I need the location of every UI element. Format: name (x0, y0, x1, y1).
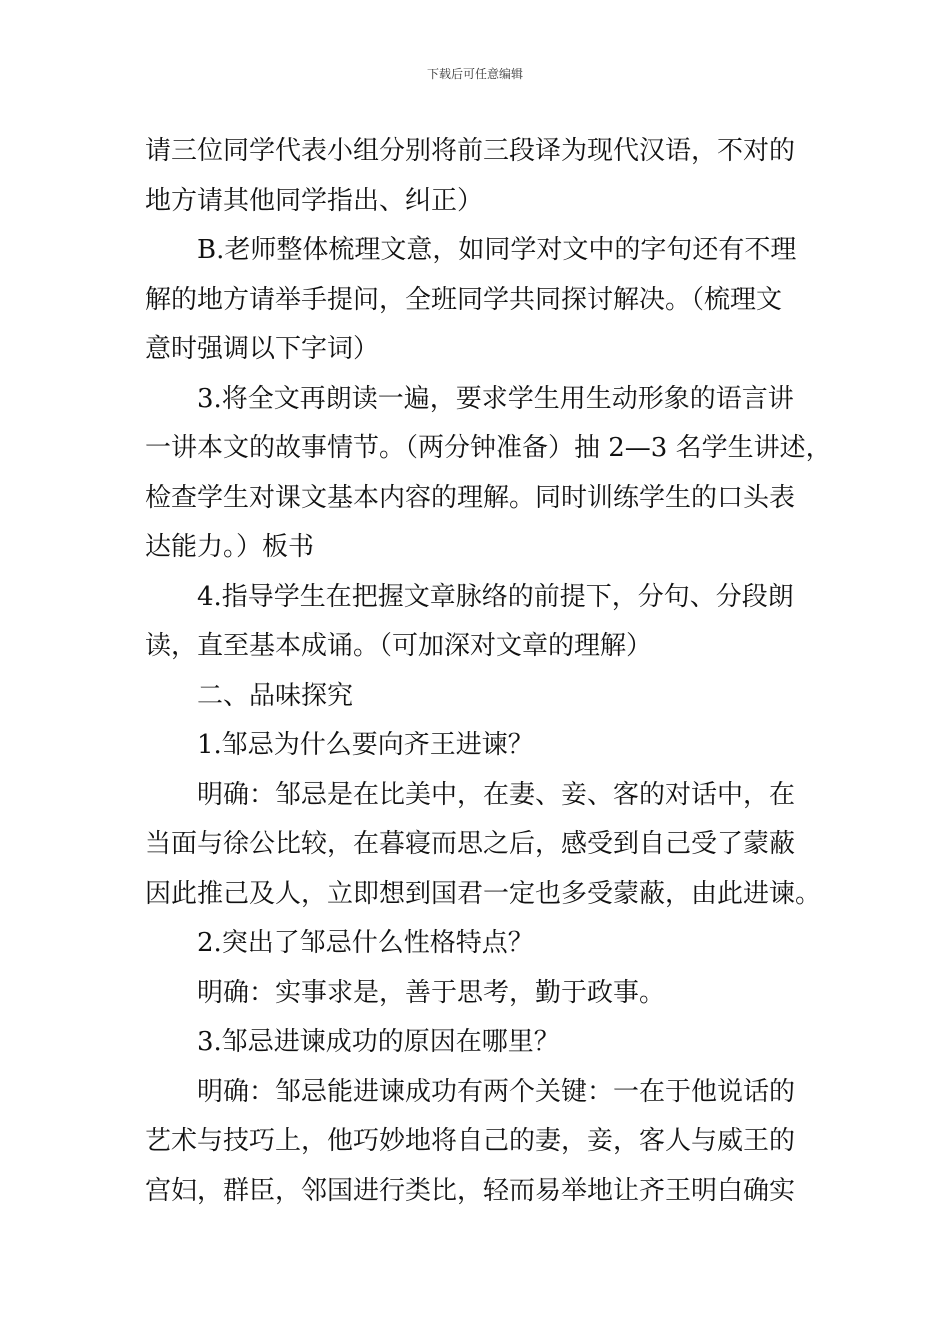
question-line: 3.邹忌进谏成功的原因在哪里？ (197, 1027, 560, 1057)
text-line: 请三位同学代表小组分别将前三段译为现代汉语，不对的 (145, 136, 796, 166)
answer-line: 明确：邹忌是在比美中，在妻、妾、客的对话中，在 (197, 779, 796, 810)
text-line: 检查学生对课文基本内容的理解。同时训练学生的口头表 (145, 482, 796, 513)
section-heading: 二、品味探究 (197, 680, 354, 711)
text-line: 因此推己及人，立即想到国君一定也多受蒙蔽，由此进谏。 (145, 878, 822, 909)
text-line: B.老师整体梳理文意，如同学对文中的字句还有不理 (197, 235, 797, 265)
page-header: 下载后可任意编辑 (426, 67, 523, 81)
text-line: 读，直至基本成诵。（可加深对文章的理解） (145, 631, 653, 661)
text-line: 意时强调以下字词） (145, 334, 380, 364)
text-line: 当面与徐公比较，在暮寝而思之后，感受到自己受了蒙蔽 (145, 829, 796, 859)
question-line: 2.突出了邹忌什么性格特点？ (197, 928, 534, 958)
question-line: 1.邹忌为什么要向齐王进谏？ (197, 730, 534, 760)
document-body (145, 127, 832, 1216)
text-line: 解的地方请举手提问，全班同学共同探讨解决。（梳理文 (145, 284, 783, 315)
answer-line: 明确：邹忌能进谏成功有两个关键：一在于他说话的 (197, 1076, 796, 1107)
answer-line: 明确：实事求是，善于思考，勤于政事。 (197, 977, 666, 1008)
text-line: 3.将全文再朗读一遍，要求学生用生动形象的语言讲 (197, 383, 794, 414)
text-line: 艺术与技巧上，他巧妙地将自己的妻，妾，客人与威王的 (145, 1126, 796, 1156)
text-line: 地方请其他同学指出、纠正） (145, 185, 484, 216)
text-line: 宫妇，群臣，邻国进行类比，轻而易举地让齐王明白确实 (145, 1175, 796, 1206)
text-line: 4.指导学生在把握文章脉络的前提下，分句、分段朗 (197, 581, 794, 612)
text-line: 达能力。）板书 (145, 532, 315, 562)
text-line: 一讲本文的故事情节。（两分钟准备）抽 2—3 名学生讲述， (145, 433, 832, 463)
